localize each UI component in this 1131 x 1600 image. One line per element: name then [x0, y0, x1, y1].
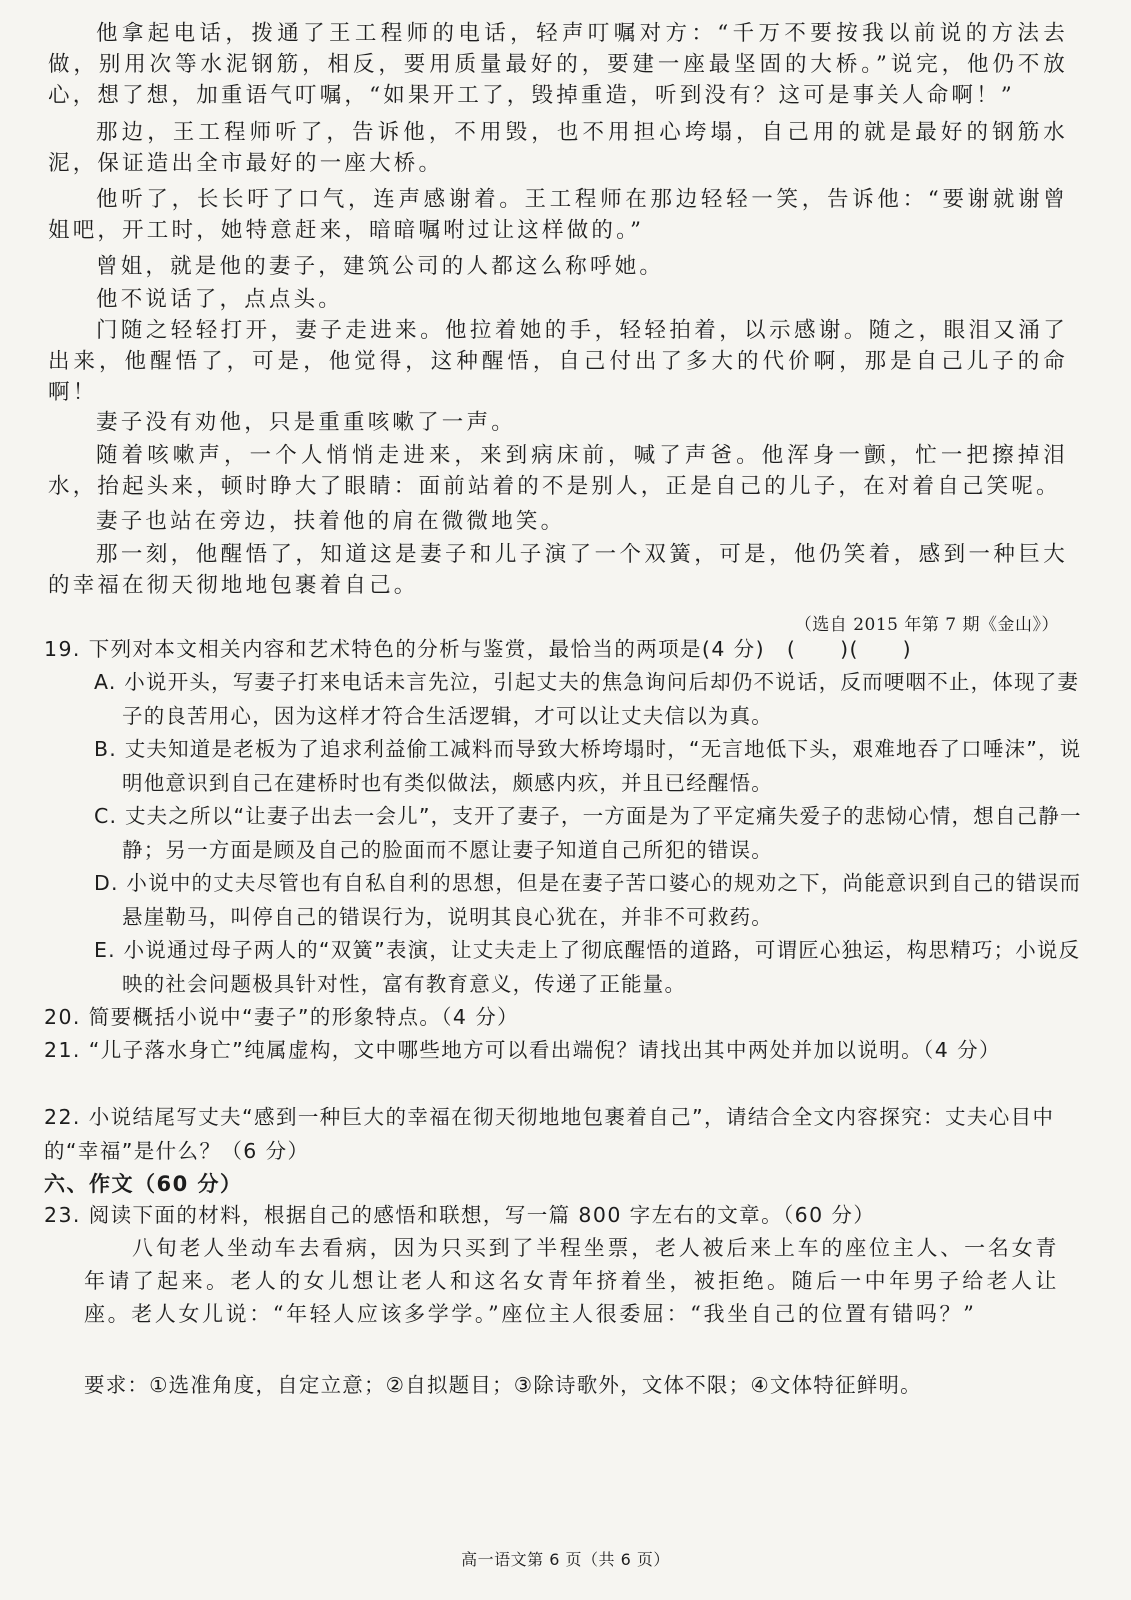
essay-material: 八旬老人坐动车去看病，因为只买到了半程坐票，老人被后来上车的座位主人、一名女青年请了起来。老人的女儿想让老人和这名女青年挤着坐，被拒绝。随后一中年男子给老人让座。老人女儿说：“年轻人应该多学学。”座位主人很委屈：“我坐自己的位置有错吗？” [84, 1236, 1059, 1326]
story-paragraph-8: 随着咳嗽声，一个人悄悄走进来，来到病床前，喊了声爸。他浑身一颤，忙一把擦掉泪水，抬起头来，顿时睁大了眼睛：面前站着的不是别人，正是自己的儿子，在对着自己笑呢。 [48, 443, 1068, 499]
story-paragraph-2: 那边，王工程师听了，告诉他，不用毁，也不用担心垮塌，自己用的就是最好的钢筋水泥，保证造出全市最好的一座大桥。 [48, 120, 1068, 176]
story-paragraph-6: 门随之轻轻打开，妻子走进来。他拉着她的手，轻轻拍着，以示感谢。随之，眼泪又涌了出来，他醒悟了，可是，他觉得，这种醒悟，自己付出了多大的代价啊，那是自己儿子的命啊！ [48, 318, 1068, 405]
story-paragraph-5: 他不说话了，点点头。 [96, 287, 344, 312]
question-19-option-e: E. 小说通过母子两人的“双簧”表演，让丈夫走上了彻底醒悟的道路，可谓匠心独运，构思精巧；小说反映的社会问题极具针对性，富有教育意义，传递了正能量。 [94, 938, 1081, 996]
page-footer: 高一语文第 6 页（共 6 页） [461, 1550, 670, 1569]
question-20: 20. 简要概括小说中“妻子”的形象特点。（4 分） [44, 1005, 520, 1029]
story-paragraph-7: 妻子没有劝他，只是重重咳嗽了一声。 [96, 410, 516, 435]
story-paragraph-1: 他拿起电话，拨通了王工程师的电话，轻声叮嘱对方：“千万不要按我以前说的方法去做，别用次等水泥钢筋，相反，要用质量最好的，要建一座最坚固的大桥。”说完，他仍不放心，想了想，加重语气叮嘱，“如果开工了，毁掉重造，听到没有？这可是事关人命啊！” [48, 21, 1068, 108]
question-23: 23. 阅读下面的材料，根据自己的感悟和联想，写一篇 800 字左右的文章。（60 分） [44, 1203, 876, 1227]
question-19-option-c: C. 丈夫之所以“让妻子出去一会儿”，支开了妻子，一方面是为了平定痛失爱子的悲恸心情，想自己静一静；另一方面是顾及自己的脸面而不愿让妻子知道自己所犯的错误。 [94, 804, 1082, 862]
question-22: 22. 小说结尾写丈夫“感到一种巨大的幸福在彻天彻地地包裹着自己”，请结合全文内容探究：丈夫心目中的“幸福”是什么？（6 分） [44, 1105, 1055, 1163]
question-21: 21. “儿子落水身亡”纯属虚构，文中哪些地方可以看出端倪？请找出其中两处并加以说明。（4 分） [44, 1038, 1001, 1062]
story-paragraph-3: 他听了，长长吁了口气，连声感谢着。王工程师在那边轻轻一笑，告诉他：“要谢就谢曾姐吧，开工时，她特意赶来，暗暗嘱咐过让这样做的。” [48, 187, 1068, 243]
question-19-option-a: A. 小说开头，写妻子打来电话未言先泣，引起丈夫的焦急询问后却仍不说话，反而哽咽不止，体现了妻子的良苦用心，因为这样才符合生活逻辑，才可以让丈夫信以为真。 [94, 670, 1080, 728]
essay-requirements: 要求：①选准角度，自定立意；②自拟题目；③除诗歌外，文体不限；④文体特征鲜明。 [84, 1373, 922, 1397]
question-19-option-b: B. 丈夫知道是老板为了追求利益偷工减料而导致大桥垮塌时，“无言地低下头，艰难地吞了口唾沫”，说明他意识到自己在建桥时也有类似做法，颇感内疚，并且已经醒悟。 [94, 737, 1082, 795]
essay-section-title: 六、作文（60 分） [44, 1172, 243, 1196]
question-19-stem: 19. 下列对本文相关内容和艺术特色的分析与鉴赏，最恰当的两项是(4 分) ( )( ) [44, 637, 913, 661]
story-paragraph-9: 妻子也站在旁边，扶着他的肩在微微地笑。 [96, 509, 566, 534]
story-paragraph-10: 那一刻，他醒悟了，知道这是妻子和儿子演了一个双簧，可是，他仍笑着，感到一种巨大的幸福在彻天彻地地包裹着自己。 [48, 542, 1068, 598]
question-19-option-d: D. 小说中的丈夫尽管也有自私自利的思想，但是在妻子苦口婆心的规劝之下，尚能意识到自己的错误而悬崖勒马，叫停自己的错误行为，说明其良心犹在，并非不可救药。 [94, 871, 1082, 929]
story-paragraph-4: 曾姐，就是他的妻子，建筑公司的人都这么称呼她。 [96, 254, 665, 279]
story-source: （选自 2015 年第 7 期《金山》） [794, 615, 1059, 635]
